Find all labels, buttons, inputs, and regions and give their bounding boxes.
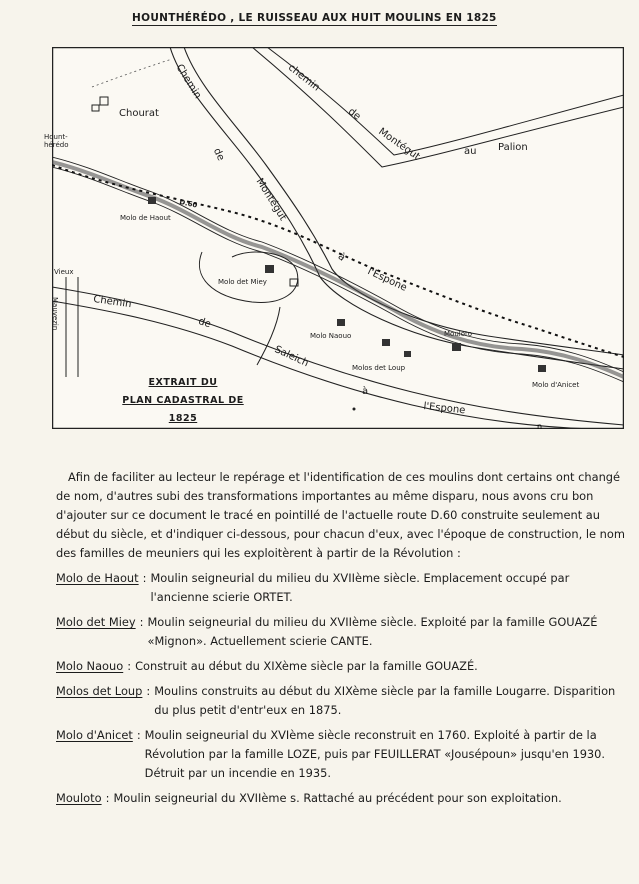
label-chemin-palion-1: chemin	[285, 62, 322, 94]
label-chemin-saleich-5: l'Espone	[422, 401, 466, 417]
mill-description: Moulins construits au début du XIXème siècle par la famille Lougarre. Disparition du plus petit d'entr'eux en 1875.	[154, 684, 616, 717]
label-chourat: Chourat	[119, 108, 159, 119]
label-chemin-saleich-1: Chemin	[92, 294, 133, 311]
map-caption-line1: EXTRAIT DU	[148, 377, 218, 388]
label-molo-naouo: Molo Naouo	[310, 332, 352, 340]
label-vieux: Vieux	[54, 268, 74, 276]
mill-mouloto	[452, 343, 461, 351]
map-caption	[108, 374, 258, 428]
dot-marker	[353, 408, 356, 411]
mill-molo-det-miey	[265, 265, 274, 273]
mill-entry: Molo d'Anicet : Moulin seigneurial du XVIème siècle reconstruit en 1760. Exploité à partir de la Révolution par la famille LOZE, puis par FEUILLERAT «Jousépoun» jusqu'en 1930. Détruit par un incendie en 1935.	[56, 726, 631, 783]
mill-molo-de-haout	[148, 197, 156, 204]
body-text	[56, 468, 631, 814]
label-chemin-montegut-4: à	[335, 251, 348, 264]
label-chemin-palion-4: au	[464, 146, 477, 157]
mill-name: Molo Naouo	[56, 659, 124, 673]
label-hountheredo: Hount- hérédo	[44, 133, 69, 149]
map-drawing	[52, 47, 624, 429]
map-corner-mark: n	[537, 422, 543, 429]
label-chemin-saleich-2: de	[196, 316, 213, 331]
intro-paragraph: Afin de faciliter au lecteur le repérage et l'identification de ces moulins dont certains ont changé de nom, d'autres subi des transformations importantes au même disparu, nous avons cru bon d'ajouter sur ce document le tracé en pointillé de l'actuelle route D.60 construite seulement au début du siècle, et d'indiquer ci-dessous, pour chacun d'eux, avec l'époque de construction, le nom des familles de meuniers qui les exploitèrent à partir de la Révolution :	[56, 470, 625, 560]
mill-molos-det-loup-1	[382, 339, 390, 346]
mill-entry: Molo Naouo : Construit au début du XIXème siècle par la famille GOUAZÉ.	[56, 657, 631, 676]
label-chemin-palion-5: Palion	[498, 142, 528, 153]
page-title: HOUNTHÉRÉDO , LE RUISSEAU AUX HUIT MOULINS EN 1825	[132, 12, 497, 24]
mill-entry: Mouloto : Moulin seigneurial du XVIIème s. Rattaché au précédent pour son exploitation.	[56, 789, 631, 808]
mill-molo-naouo	[337, 319, 345, 326]
mill-entry: Molo de Haout : Moulin seigneurial du milieu du XVIIème siècle. Emplacement occupé par l'ancienne scierie ORTET.	[56, 569, 631, 607]
label-chemin-montegut-3: Montégut	[253, 176, 289, 223]
label-chemin-palion-2: de	[345, 106, 363, 123]
mill-entry: Molos det Loup : Moulins construits au début du XIXème siècle par la famille Lougarre. Disparition du plus petit d'entr'eux en 1875.	[56, 682, 631, 720]
mill-molo-d-anicet	[538, 365, 546, 372]
map-caption-line2: PLAN CADASTRAL DE 1825	[122, 395, 244, 424]
mill-description: Moulin seigneurial du XVIIème s. Rattaché au précédent pour son exploitation.	[113, 791, 562, 805]
label-mauvezin: Mauvezin	[51, 297, 59, 331]
label-molos-det-loup: Molos det Loup	[352, 364, 406, 372]
mill-description: Moulin seigneurial du milieu du XVIIème siècle. Exploité par la famille GOUAZÉ «Mignon». Actuellement scierie CANTE.	[147, 615, 598, 648]
mill-name: Molo d'Anicet	[56, 728, 133, 742]
label-chemin-palion-3: Montégut	[376, 126, 422, 163]
label-chemin-saleich-4: à	[362, 386, 369, 397]
label-chemin-saleich-3: Saleich	[272, 344, 311, 370]
label-molo-det-miey: Molo det Miey	[218, 278, 267, 286]
label-molo-d-anicet: Molo d'Anicet	[532, 381, 580, 389]
mill-name: Molos det Loup	[56, 684, 143, 698]
mill-description: Construit au début du XIXème siècle par la famille GOUAZÉ.	[135, 659, 478, 673]
label-chemin-montegut-1: Chemin	[173, 62, 204, 101]
mill-description: Moulin seigneurial du XVIème siècle reconstruit en 1760. Exploité à partir de la Révolution par la famille LOZE, puis par FEUILLERAT «Jousépoun» jusqu'en 1930. Détruit par un incendie en 1935.	[144, 728, 606, 780]
label-chemin-montegut-2: de	[210, 146, 227, 163]
mill-name: Molo det Miey	[56, 615, 136, 629]
label-chemin-montegut-5: l'Espone	[365, 266, 409, 294]
cadastral-map	[44, 47, 624, 429]
mill-description: Moulin seigneurial du milieu du XVIIème siècle. Emplacement occupé par l'ancienne scierie ORTET.	[150, 571, 570, 604]
mill-name: Mouloto	[56, 791, 102, 805]
label-mouloto: Mouloto	[444, 330, 473, 338]
mill-molos-det-loup-2	[404, 351, 411, 357]
label-molo-de-haout: Molo de Haout	[120, 214, 171, 222]
mill-list	[56, 569, 631, 808]
mill-entry: Molo det Miey : Moulin seigneurial du milieu du XVIIème siècle. Exploité par la famille GOUAZÉ «Mignon». Actuellement scierie CANTE.	[56, 613, 631, 651]
label-d60: D.60	[178, 198, 199, 210]
mill-name: Molo de Haout	[56, 571, 139, 585]
